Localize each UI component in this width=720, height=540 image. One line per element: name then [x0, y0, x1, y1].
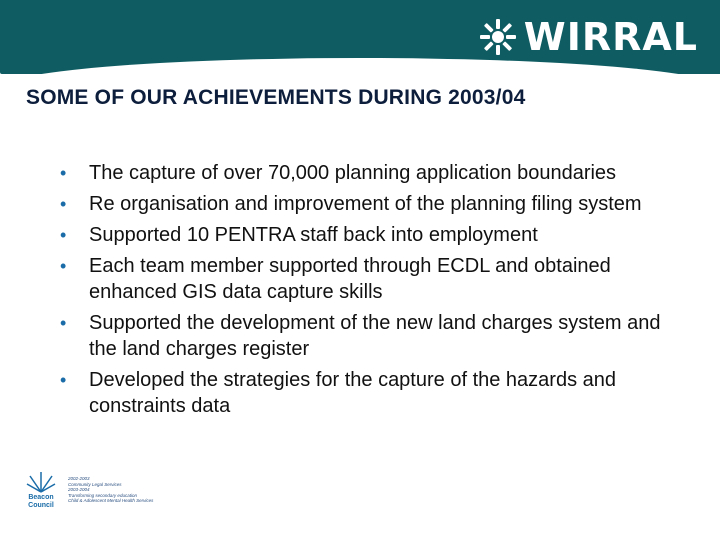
wirral-emblem-icon [478, 17, 518, 57]
beacon-year-line: Community Legal Services [68, 481, 122, 487]
list-item: • Each team member supported through ECDL and obtained enhanced GIS data capture skills [60, 255, 611, 303]
beacon-name-1: Beacon [28, 494, 54, 501]
bullet-icon: • [60, 256, 67, 276]
logo-text: WIRRAL [523, 15, 698, 59]
beacon-year-line: Child & Adolescent Mental Health Services [68, 498, 154, 504]
bullet-icon: • [60, 163, 67, 183]
beacon-year-line: 2003-2004 [68, 487, 90, 493]
wirral-logo [478, 14, 698, 60]
list-item: • Developed the strategies for the capture of the hazards and constraints data [60, 369, 617, 417]
bullet-icon: • [60, 370, 67, 390]
slide-title: SOME OF OUR ACHIEVEMENTS DURING 2003/04 [26, 86, 526, 109]
beacon-year-line: Transforming secondary education [68, 492, 137, 498]
beacon-logo [22, 470, 60, 514]
beacon-year-line: 2002-2003 [68, 476, 90, 481]
list-item: • Re organisation and improvement of the planning filing system [60, 193, 642, 215]
beacon-name-2: Council [28, 502, 54, 509]
beacon-star-icon [26, 470, 56, 494]
bullet-icon: • [60, 194, 67, 214]
bullet-icon: • [60, 225, 67, 245]
list-item: • Supported the development of the new land charges system and the land charges register [60, 312, 661, 360]
list-item: • Supported 10 PENTRA staff back into employment [60, 224, 538, 246]
bullet-icon: • [60, 313, 67, 333]
achievement-list [60, 160, 680, 424]
beacon-years [68, 476, 153, 504]
beacon-council-badge [22, 470, 172, 516]
list-item: • The capture of over 70,000 planning application boundaries [60, 162, 617, 184]
